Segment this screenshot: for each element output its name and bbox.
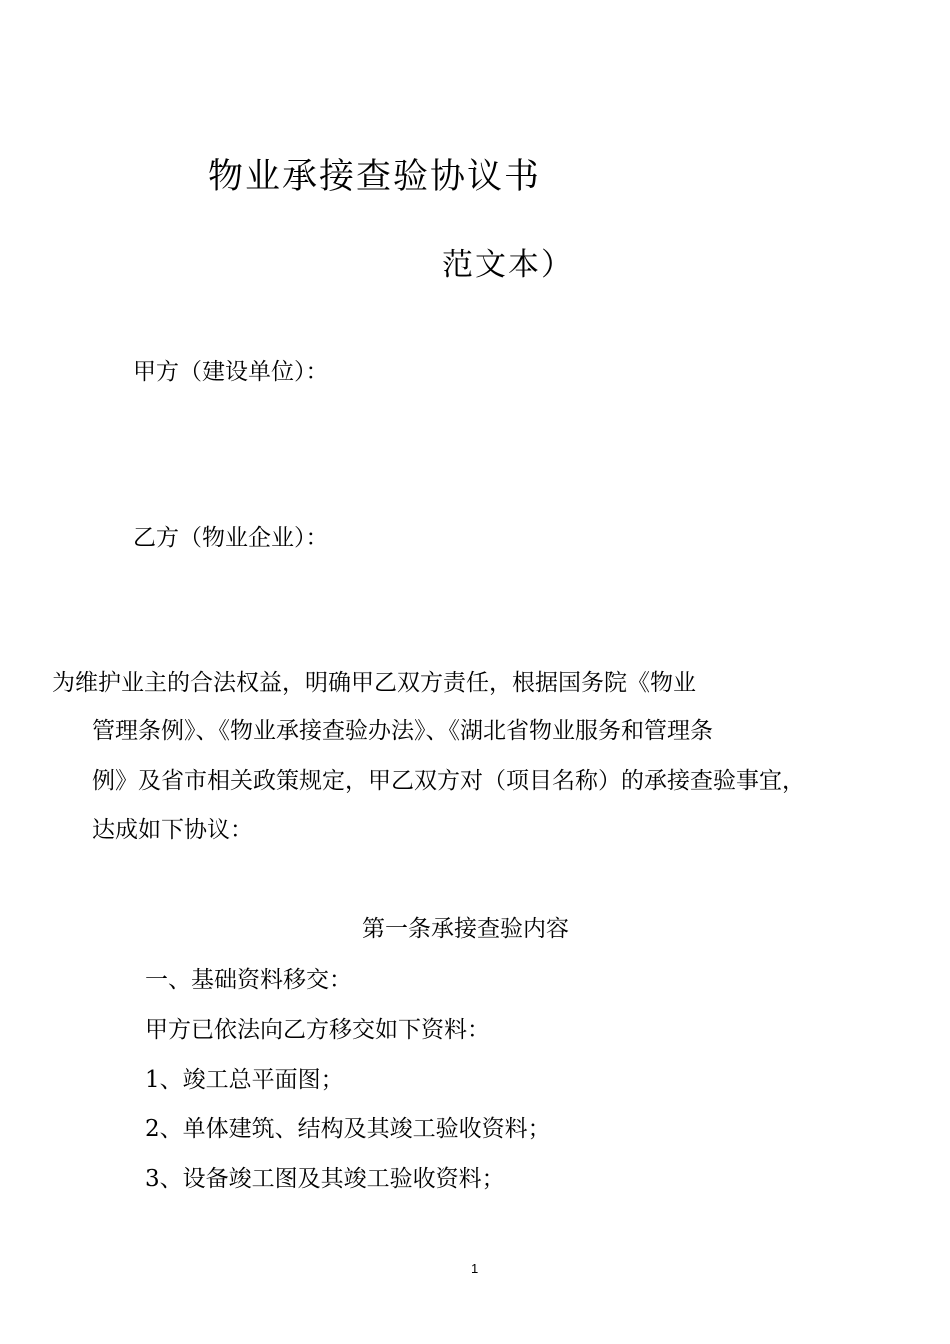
article-title: 第一条承接查验内容 <box>362 916 569 942</box>
section-intro: 甲方已依法向乙方移交如下资料： <box>145 1017 490 1043</box>
document-subtitle: 范文本） <box>442 247 574 283</box>
intro-line-2: 管理条例》、《物业承接查验办法》、《湖北省物业服务和管理条 <box>92 718 713 744</box>
intro-line-1: 为维护业主的合法权益，明确甲乙双方责任，根据国务院《物业 <box>52 670 696 696</box>
page-number: 1 <box>471 1261 479 1276</box>
intro-line-4: 达成如下协议： <box>92 817 253 843</box>
list-item: 2、单体建筑、结构及其竣工验收资料； <box>145 1116 551 1142</box>
intro-line-3: 例》及省市相关政策规定，甲乙双方对（项目名称）的承接查验事宜， <box>92 768 805 794</box>
list-item: 1、竣工总平面图； <box>145 1067 344 1093</box>
document-title: 物业承接查验协议书 <box>208 157 542 197</box>
list-item: 3、设备竣工图及其竣工验收资料； <box>145 1166 505 1192</box>
section-heading: 一、基础资料移交： <box>145 967 352 993</box>
party-b-line: 乙方（物业企业）： <box>133 525 329 551</box>
party-a-line: 甲方（建设单位）： <box>133 359 329 385</box>
